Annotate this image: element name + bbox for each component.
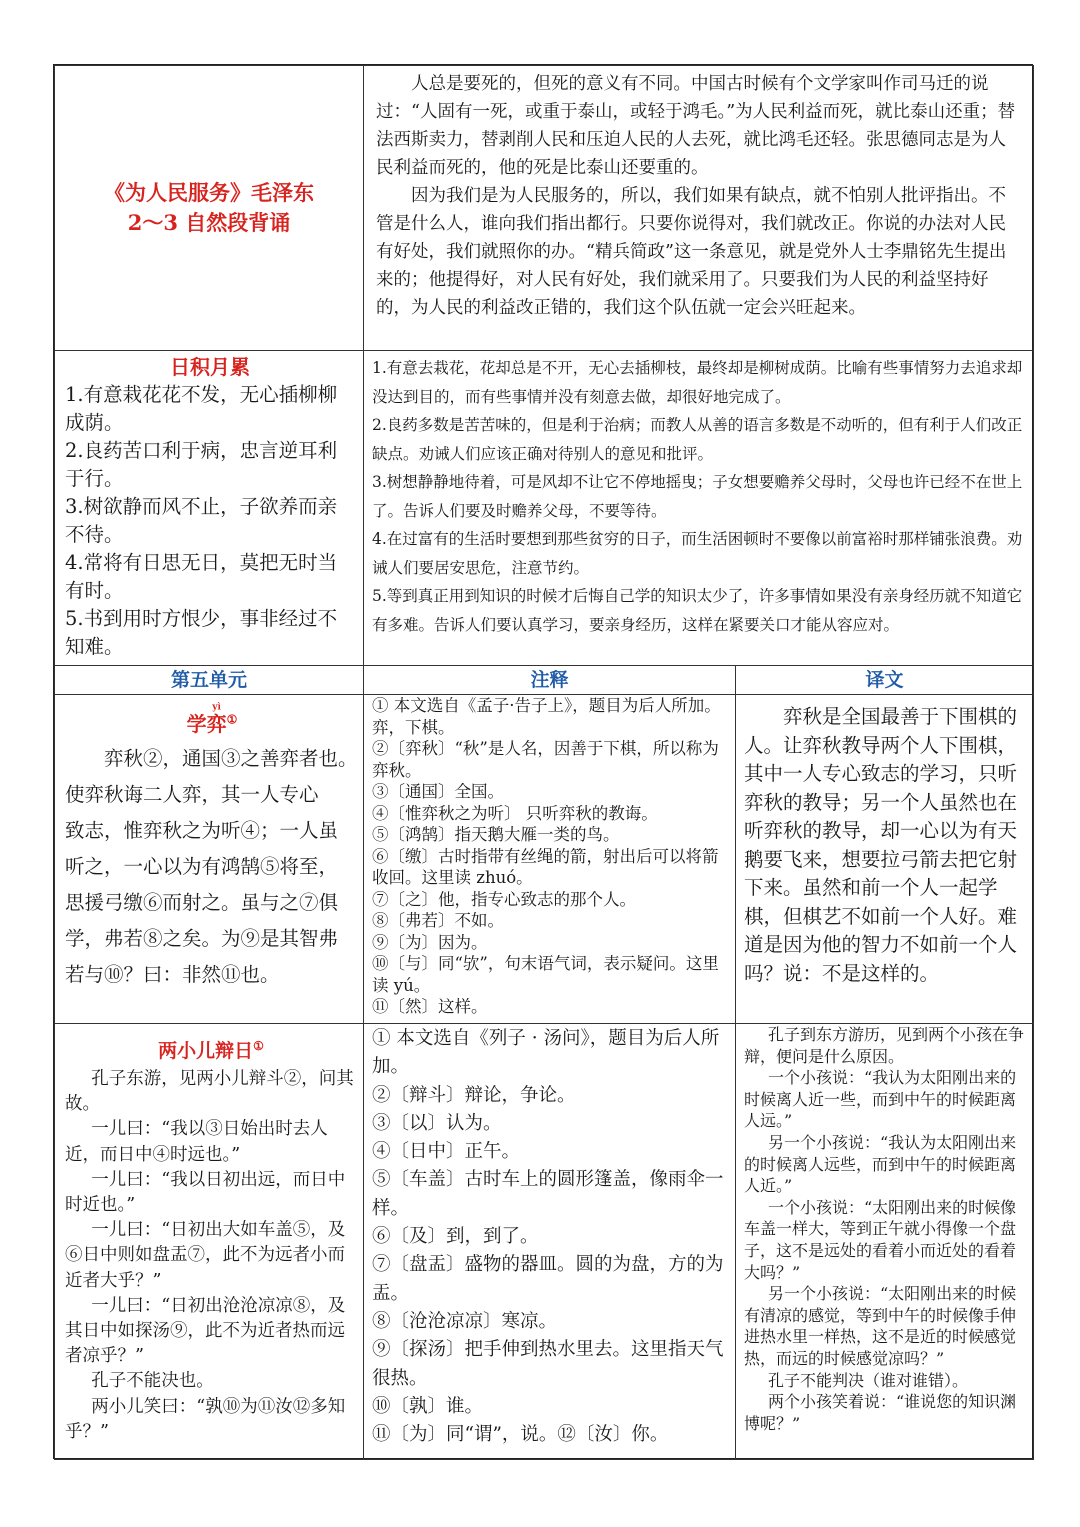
lxr-note: ④〔日中〕正午。: [372, 1141, 521, 1163]
section1-text-cell: [363, 65, 1034, 351]
xueyi-notes-cell: [363, 694, 736, 1024]
lxr-note: ⑩〔孰〕谁。: [372, 1395, 484, 1417]
xueyi-line: 弈秋②，通国③之善弈者也。: [104, 746, 358, 770]
xueyi-line: 致志，惟弈秋之为听④；一人虽: [65, 818, 339, 842]
saying-item: 3.树欲静而风不止，子欲养而亲不待。: [65, 495, 338, 546]
lxr-paragraph: 一儿曰：“日初出沧沧凉凉⑧，及其日中如探汤⑨，此不为近者热而远者凉乎？”: [65, 1295, 346, 1367]
lxr-paragraph: 孔子不能决也。: [91, 1371, 214, 1392]
xueyi-note: ②〔弈秋〕“秋”是人名，因善于下棋，所以称为弈秋。: [372, 739, 719, 780]
section1-subtitle: 2～3 自然段背诵: [127, 210, 291, 235]
explanation-item: 4.在过富有的生活时要想到那些贫穷的日子，而生活困顿时不要像以前富裕时那样铺张浪费。劝诫人们要居安思危，注意节约。: [372, 530, 1023, 577]
header-translation: 译文: [735, 665, 1034, 695]
lxr-translation-cell: [735, 1023, 1034, 1460]
section1-paragraph: 人总是要死的，但死的意义有不同。中国古时候有个文学家叫作司马迁的说过：“人固有一死，或重于泰山，或轻于鸿毛。”为人民利益而死，就比泰山还重；替法西斯卖力，替剥削人民和压迫人民的人去死，就比鸿毛还轻。张思德同志是为人民利益而死的，他的死是比泰山还要重的。: [376, 74, 1016, 178]
lxr-paragraph: 一儿曰：“日初出大如车盖⑤，及⑥日中则如盘盂⑦，此不为远者小而近者大乎？”: [65, 1220, 346, 1291]
sayings-title: 日积月累: [170, 355, 250, 379]
explanation-item: 2.良药多数是苦苦味的，但是利于治病；而教人从善的语言多数是不动听的，但有利于人们改正缺点。劝诫人们应该正确对待别人的意见和批评。: [372, 416, 1023, 463]
lxr-title: 两小儿辩日: [158, 1039, 254, 1062]
xueyi-line: 思援弓缴⑥而射之。虽与之⑦俱: [65, 890, 339, 914]
lxr-note: ⑪〔为〕同“谓”，说。⑫〔汝〕你。: [372, 1424, 669, 1446]
lxr-note: ⑨〔探汤〕把手伸到热水里去。这里指天气很热。: [372, 1339, 724, 1389]
xueyi-note: ⑩〔与〕同“欤”，句末语气词，表示疑问。这里读 yú。: [372, 954, 719, 995]
lxr-translation-line: 一个小孩说：“我认为太阳刚出来的时候离人近一些，而到中午的时候距离人远。”: [744, 1068, 1017, 1131]
xueyi-line: 使弈秋诲二人弈，其一人专心: [65, 782, 319, 806]
xueyi-note: ⑧〔弗若〕不如。: [372, 911, 504, 930]
saying-item: 5.书到用时方恨少，事非经过不知难。: [65, 607, 338, 658]
xueyi-translation-cell: [735, 694, 1034, 1024]
xueyi-note: ③〔通国〕全国。: [372, 782, 504, 801]
lxr-note: ③〔以〕认为。: [372, 1112, 502, 1134]
lxr-note: ⑧〔沧沧凉凉〕寒凉。: [372, 1310, 558, 1332]
header-notes: 注释: [363, 665, 736, 695]
xueyi-text-cell: [54, 694, 364, 1024]
lxr-text-cell: 两小儿辩日① 孔子东游，见两小儿辩斗②，问其故。 一儿曰：“我以③日始出时去人近，而日中④时远也。” 一儿曰：“我以日初出远，而日中时近也。” 一儿曰：“日初出大如车盖⑤，及⑥日中则如盘盂⑦，此不为远者小而近者大乎？” 一儿曰：“日初出沧沧凉凉⑧，及其日中如探汤⑨，此不为近者热而远者凉乎？” 孔子不能决也。 两小儿笑曰：“孰⑩为⑪汝⑫多知乎？”: [54, 1023, 364, 1460]
lxr-paragraph: 孔子东游，见两小儿辩斗②，问其故。: [65, 1069, 354, 1115]
lxr-translation-line: 孔子不能判决（谁对谁错）。: [768, 1370, 969, 1390]
lxr-paragraph: 一儿曰：“我以日初出远，而日中时近也。”: [65, 1169, 346, 1216]
header-unit: 第五单元: [54, 665, 364, 695]
xueyi-line: 听之，一心以为有鸿鹄⑤将至，: [65, 854, 339, 878]
xueyi-note: ⑨〔为〕因为。: [372, 932, 488, 952]
lxr-paragraph: 两小儿笑曰：“孰⑩为⑪汝⑫多知乎？”: [65, 1396, 346, 1442]
saying-item: 1.有意栽花花不发，无心插柳柳成荫。: [65, 383, 338, 434]
xueyi-line: 学，弗若⑧之矣。为⑨是其智弗: [65, 926, 339, 950]
section1-paragraph: 因为我们是为人民服务的，所以，我们如果有缺点，就不怕别人批评指出。不管是什么人，谁向我们指出都行。只要你说得对，我们就改正。你说的办法对人民有好处，我们就照你的办。“精兵简政”这一条意见，就是党外人士李鼎铭先生提出来的；他提得好，对人民有好处，我们就采用了。只要我们为人民的利益坚持好的，为人民的利益改正错的，我们这个队伍就一定会兴旺起来。: [376, 186, 1007, 318]
lxr-translation-line: 两个小孩笑着说：“谁说您的知识渊博呢？”: [744, 1392, 1017, 1433]
study-sheet: [53, 64, 1033, 1459]
explanation-item: 3.树想静静地待着，可是风却不让它不停地摇曳；子女想要赡养父母时，父母也许已经不在世上了。告诉人们要及时赡养父母，不要等待。: [372, 473, 1023, 520]
lxr-note: ⑥〔及〕到，到了。: [372, 1226, 539, 1248]
lxr-notes-cell: [363, 1023, 736, 1460]
saying-item: 4.常将有日思无日，莫把无时当有时。: [65, 551, 338, 602]
lxr-translation-line: 孔子到东方游历，见到两个小孩在争辩，便问是什么原因。: [744, 1025, 1025, 1066]
xueyi-note: ⑦〔之〕他，指专心致志的那个人。: [372, 889, 636, 909]
xueyi-translation: 弈秋是全国最善于下围棋的人。让弈秋教导两个人下围棋，其中一人专心致志的学习，只听弈秋的教导；另一个人虽然也在听弈秋的教导，却一心以为有天鹅要飞来，想要拉弓箭去把它射下来。虽然和前一个人一起学棋，但棋艺不如前一个人好。难道是因为他的智力不如前一个人吗？说：不是这样的。: [744, 705, 1018, 985]
lxr-translation-line: 一个小孩说：“太阳刚出来的时候像车盖一样大，等到正午就小得像一个盘子，这不是远处的看着小而近处的看着大吗？”: [744, 1197, 1017, 1282]
explanation-item: 1.有意去栽花，花却总是不开，无心去插柳枝，最终却是柳树成荫。比喻有些事情努力去追求却没达到目的，而有些事情并没有刻意去做，却很好地完成了。: [372, 359, 1023, 406]
lxr-note: ⑦〔盘盂〕盛物的器皿。圆的为盘，方的为盂。: [372, 1254, 724, 1304]
xueyi-note: ④〔惟弈秋之为听〕 只听弈秋的教诲。: [372, 803, 658, 823]
xueyi-note: ⑥〔缴〕古时指带有丝绳的箭，射出后可以将箭收回。这里读 zhuó。: [372, 846, 719, 887]
sayings-explanation-cell: [363, 350, 1034, 666]
xueyi-note: ⑤〔鸿鹄〕指天鹅大雁一类的鸟。: [372, 825, 620, 844]
saying-item: 2.良药苦口利于病，忠言逆耳利于行。: [65, 439, 338, 490]
lxr-translation-line: 另一个小孩说：“我认为太阳刚出来的时候离人远些，而到中午的时候距离人近。”: [744, 1132, 1017, 1196]
explanation-item: 5.等到真正用到知识的时候才后悔自己学的知识太少了，许多事情如果没有亲身经历就不知道它有多难。告诉人们要认真学习，要亲身经历，这样在紧要关口才能从容应对。: [372, 587, 1023, 634]
xueyi-note: ⑪〔然〕这样。: [372, 997, 488, 1016]
sayings-cell: [54, 350, 364, 666]
xueyi-title: 学弈yì①: [186, 702, 238, 736]
lxr-paragraph: 一儿曰：“我以③日始出时去人近，而日中④时远也。”: [65, 1119, 328, 1165]
xueyi-note: ① 本文选自《孟子·告子上》，题目为后人所加。弈，下棋。: [372, 696, 721, 737]
lxr-note: ① 本文选自《列子 · 汤问》，题目为后人所加。: [372, 1028, 720, 1078]
section1-title: 《为人民服务》毛泽东: [104, 180, 314, 205]
lxr-note: ⑤〔车盖〕古时车上的圆形篷盖，像雨伞一样。: [372, 1169, 724, 1219]
section1-title-cell: [54, 65, 364, 351]
lxr-translation-line: 另一个小孩说：“太阳刚出来的时候有清凉的感觉，等到中午的时候像手伸进热水里一样热，这不是近的时候感觉热，而远的时候感觉凉吗？”: [744, 1284, 1017, 1368]
lxr-note: ②〔辩斗〕辩论，争论。: [372, 1084, 576, 1106]
xueyi-line: 若与⑩？曰：非然⑪也。: [65, 962, 280, 986]
